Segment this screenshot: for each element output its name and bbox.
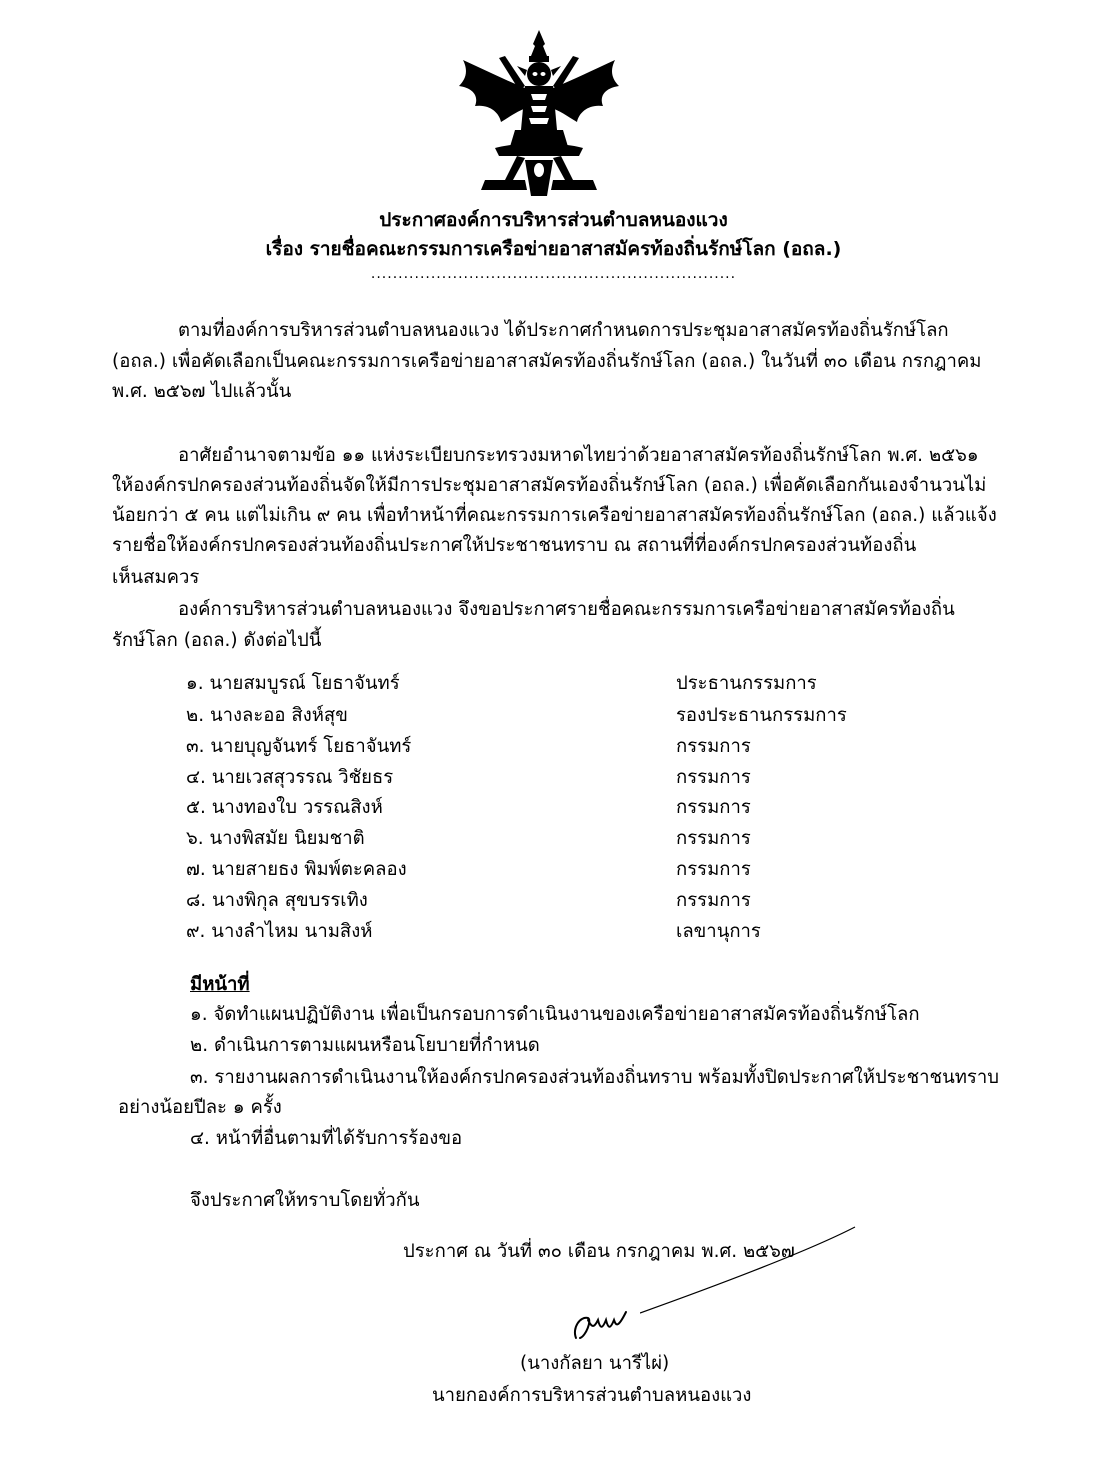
separator-line: ................................................................... bbox=[370, 266, 737, 282]
duty-item: ๔. หน้าที่อื่นตามที่ได้รับการร้องขอ bbox=[190, 1128, 463, 1149]
announcement-subject: เรื่อง รายชื่อคณะกรรมการเครือข่ายอาสาสมัครท้องถิ่นรักษ์โลก (อถล.) bbox=[265, 238, 842, 260]
paragraph-1-line-3: พ.ศ. ๒๕๖๗ ไปแล้วนั้น bbox=[112, 381, 292, 402]
duties-heading: มีหน้าที่ bbox=[190, 974, 250, 995]
signatory-title: นายกองค์การบริหารส่วนตำบลหนองแวง bbox=[432, 1385, 752, 1406]
member-role: ประธานกรรมการ bbox=[676, 673, 817, 694]
member-role: กรรมการ bbox=[676, 736, 751, 757]
member-name: ๙. นางลำไหม นามสิงห์ bbox=[186, 921, 373, 942]
member-role: กรรมการ bbox=[676, 859, 751, 880]
paragraph-2-line-4: รายชื่อให้องค์กรปกครองส่วนท้องถิ่นประกาศให้ประชาชนทราบ ณ สถานที่ที่องค์กรปกครองส่วนท้องถิ่น bbox=[112, 535, 917, 556]
member-name: ๗. นายสายธง พิมพ์ตะคลอง bbox=[186, 859, 407, 880]
paragraph-2-line-2: ให้องค์กรปกครองส่วนท้องถิ่นจัดให้มีการประชุมอาสาสมัครท้องถิ่นรักษ์โลก (อถล.) เพื่อคัดเลือกกันเองจำนวนไม่ bbox=[112, 475, 987, 496]
paragraph-3-line-1: องค์การบริหารส่วนตำบลหนองแวง จึงขอประกาศรายชื่อคณะกรรมการเครือข่ายอาสาสมัครท้องถิ่น bbox=[178, 599, 955, 620]
member-name: ๖. นางพิสมัย นิยมชาติ bbox=[186, 828, 365, 849]
paragraph-1-line-1: ตามที่องค์การบริหารส่วนตำบลหนองแวง ได้ประกาศกำหนดการประชุมอาสาสมัครท้องถิ่นรักษ์โลก bbox=[178, 320, 949, 341]
member-name: ๑. นายสมบูรณ์ โยธาจันทร์ bbox=[186, 673, 400, 694]
paragraph-2-line-5: เห็นสมควร bbox=[112, 567, 200, 588]
paragraph-3-line-2: รักษ์โลก (อถล.) ดังต่อไปนี้ bbox=[112, 630, 322, 651]
member-role: รองประธานกรรมการ bbox=[676, 705, 847, 726]
closing-statement: จึงประกาศให้ทราบโดยทั่วกัน bbox=[190, 1190, 420, 1211]
duty-item: ๑. จัดทำแผนปฏิบัติงาน เพื่อเป็นกรอบการดำเนินงานของเครือข่ายอาสาสมัครท้องถิ่นรักษ์โลก bbox=[190, 1004, 920, 1025]
member-name: ๒. นางละออ สิงห์สุข bbox=[186, 705, 348, 726]
announcement-title: ประกาศองค์การบริหารส่วนตำบลหนองแวง bbox=[379, 209, 728, 231]
member-role: กรรมการ bbox=[676, 797, 751, 818]
member-role: กรรมการ bbox=[676, 767, 751, 788]
duty-item: ๓. รายงานผลการดำเนินงานให้องค์กรปกครองส่วนท้องถิ่นทราบ พร้อมทั้งปิดประกาศให้ประชาชนทราบ bbox=[190, 1067, 999, 1088]
member-name: ๕. นางทองใบ วรรณสิงห์ bbox=[186, 797, 383, 818]
member-name: ๘. นางพิกุล สุขบรรเทิง bbox=[186, 890, 368, 911]
pen-stroke-icon bbox=[640, 1225, 860, 1315]
garuda-emblem-icon bbox=[455, 30, 623, 200]
paragraph-2-line-3: น้อยกว่า ๕ คน แต่ไม่เกิน ๙ คน เพื่อทำหน้าที่คณะกรรมการเครือข่ายอาสาสมัครท้องถิ่นรักษ์โลก (อถล.) แล้วแจ้ง bbox=[112, 505, 997, 526]
signatory-name: (นางกัลยา นารีไผ่) bbox=[520, 1353, 670, 1374]
member-name: ๔. นายเวสสุวรรณ วิชัยธร bbox=[186, 767, 394, 788]
paragraph-2-line-1: อาศัยอำนาจตามข้อ ๑๑ แห่งระเบียบกระทรวงมหาดไทยว่าด้วยอาสาสมัครท้องถิ่นรักษ์โลก พ.ศ. ๒๕๖๑ bbox=[178, 445, 979, 466]
member-name: ๓. นายบุญจันทร์ โยธาจันทร์ bbox=[186, 736, 412, 757]
announcement-date: ประกาศ ณ วันที่ ๓๐ เดือน กรกฎาคม พ.ศ. ๒๕๖๗ bbox=[403, 1241, 795, 1262]
paragraph-1-line-2: (อถล.) เพื่อคัดเลือกเป็นคณะกรรมการเครือข่ายอาสาสมัครท้องถิ่นรักษ์โลก (อถล.) ในวันที่ ๓๐ เดือน กรกฎาคม bbox=[112, 351, 982, 372]
member-role: กรรมการ bbox=[676, 828, 751, 849]
handwritten-signature-icon bbox=[570, 1308, 630, 1344]
member-role: เลขานุการ bbox=[676, 921, 761, 942]
duty-item: ๒. ดำเนินการตามแผนหรือนโยบายที่กำหนด bbox=[190, 1035, 540, 1056]
member-role: กรรมการ bbox=[676, 890, 751, 911]
duty-item-continuation: อย่างน้อยปีละ ๑ ครั้ง bbox=[118, 1097, 282, 1118]
